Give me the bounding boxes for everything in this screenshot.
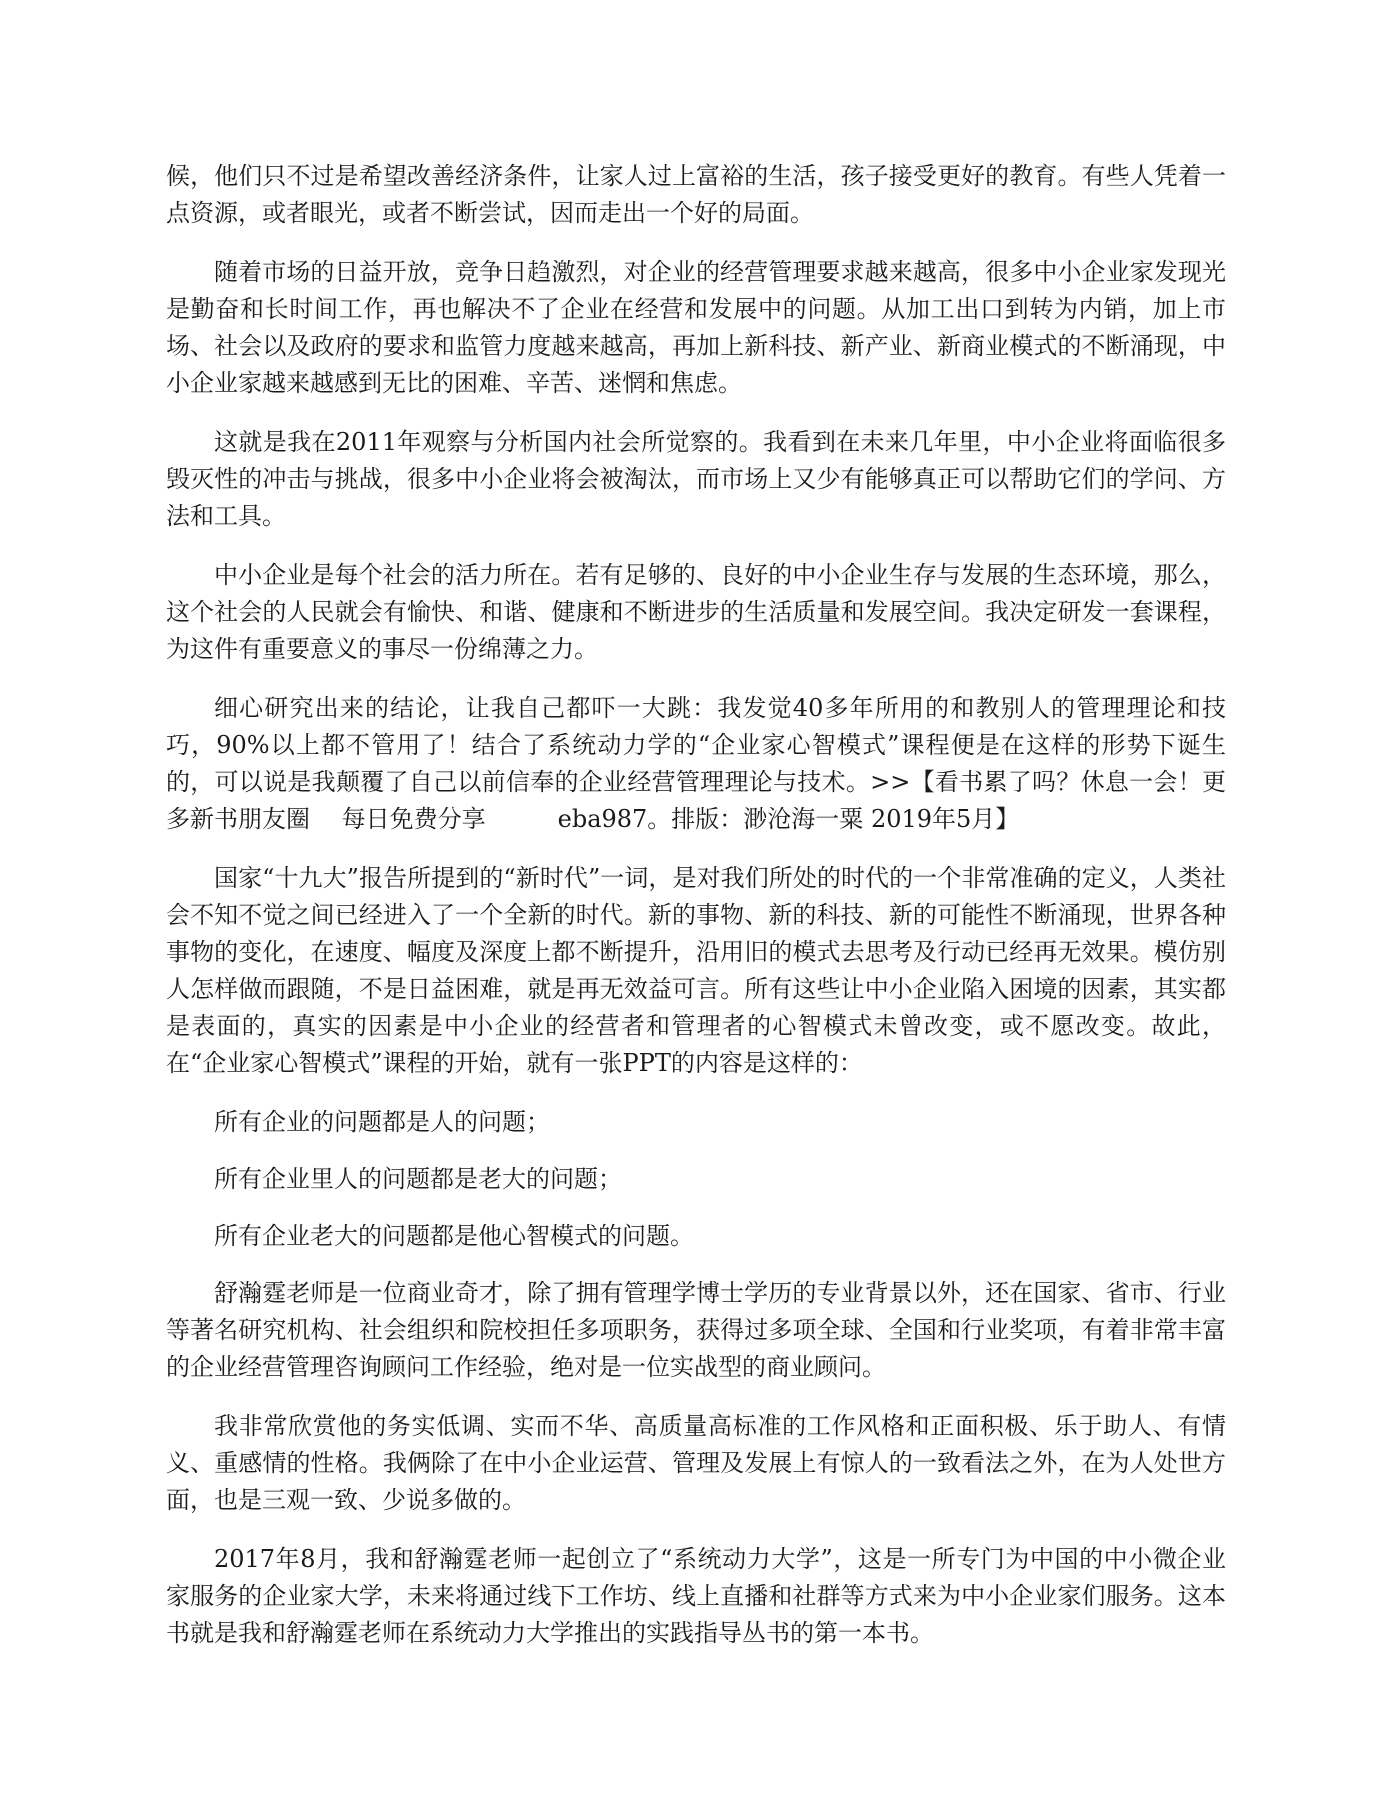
paragraph-12: 2017年8月，我和舒瀚霆老师一起创立了“系统动力大学”，这是一所专门为中国的中小微企业家服务的企业家大学，未来将通过线下工作坊、线上直播和社群等方式来为中小企业家们服务。这本书就是我和舒瀚霆老师在系统动力大学推出的实践指导丛书的第一本书。 [166,1545,1226,1647]
paragraph-4: 中小企业是每个社会的活力所在。若有足够的、良好的中小企业生存与发展的生态环境，那么，这个社会的人民就会有愉快、和谐、健康和不断进步的生活质量和发展空间。我决定研发一套课程，为这件有重要意义的事尽一份绵薄之力。 [166,561,1226,663]
paragraph-1: 候，他们只不过是希望改善经济条件，让家人过上富裕的生活，孩子接受更好的教育。有些人凭着一点资源，或者眼光，或者不断尝试，因而走出一个好的局面。 [166,162,1226,227]
paragraph-2: 随着市场的日益开放，竞争日趋激烈，对企业的经营管理要求越来越高，很多中小企业家发现光是勤奋和长时间工作，再也解决不了企业在经营和发展中的问题。从加工出口到转为内销，加上市场、社会以及政府的要求和监管力度越来越高，再加上新科技、新产业、新商业模式的不断涌现，中小企业家越来越感到无比的困难、辛苦、迷惘和焦虑。 [166,258,1226,397]
paragraph-6: 国家“十九大”报告所提到的“新时代”一词，是对我们所处的时代的一个非常准确的定义，人类社会不知不觉之间已经进入了一个全新的时代。新的事物、新的科技、新的可能性不断涌现，世界各种事物的变化，在速度、幅度及深度上都不断提升，沿用旧的模式去思考及行动已经再无效果。模仿别人怎样做而跟随，不是日益困难，就是再无效益可言。所有这些让中小企业陷入困境的因素，其实都是表面的，真实的因素是中小企业的经营者和管理者的心智模式未曾改变，或不愿改变。故此，在“企业家心智模式”课程的开始，就有一张PPT的内容是这样的： [166,864,1226,1077]
paragraph-8: 所有企业里人的问题都是老大的问题； [214,1165,622,1193]
paragraph-5: 细心研究出来的结论，让我自己都吓一大跳：我发觉40多年所用的和教别人的管理理论和技巧，90%以上都不管用了！结合了系统动力学的“企业家心智模式”课程便是在这样的形势下诞生的，可以说是我颠覆了自己以前信奉的企业经营管理理论与技术。>>【看书累了吗？休息一会！更多新书朋友圈 每日免费分享 eba987。排版：渺沧海一粟 2019年5月】 [166,694,1226,833]
document-body [166,158,1226,1674]
paragraph-10: 舒瀚霆老师是一位商业奇才，除了拥有管理学博士学历的专业背景以外，还在国家、省市、行业等著名研究机构、社会组织和院校担任多项职务，获得过多项全球、全国和行业奖项，有着非常丰富的企业经营管理咨询顾问工作经验，绝对是一位实战型的商业顾问。 [166,1279,1226,1381]
paragraph-3: 这就是我在2011年观察与分析国内社会所觉察的。我看到在未来几年里，中小企业将面临很多毁灭性的冲击与挑战，很多中小企业将会被淘汰，而市场上又少有能够真正可以帮助它们的学问、方法和工具。 [166,428,1226,530]
paragraph-7: 所有企业的问题都是人的问题； [214,1108,550,1136]
paragraph-9: 所有企业老大的问题都是他心智模式的问题。 [214,1222,694,1250]
paragraph-11: 我非常欣赏他的务实低调、实而不华、高质量高标准的工作风格和正面积极、乐于助人、有情义、重感情的性格。我俩除了在中小企业运营、管理及发展上有惊人的一致看法之外，在为人处世方面，也是三观一致、少说多做的。 [166,1412,1226,1514]
